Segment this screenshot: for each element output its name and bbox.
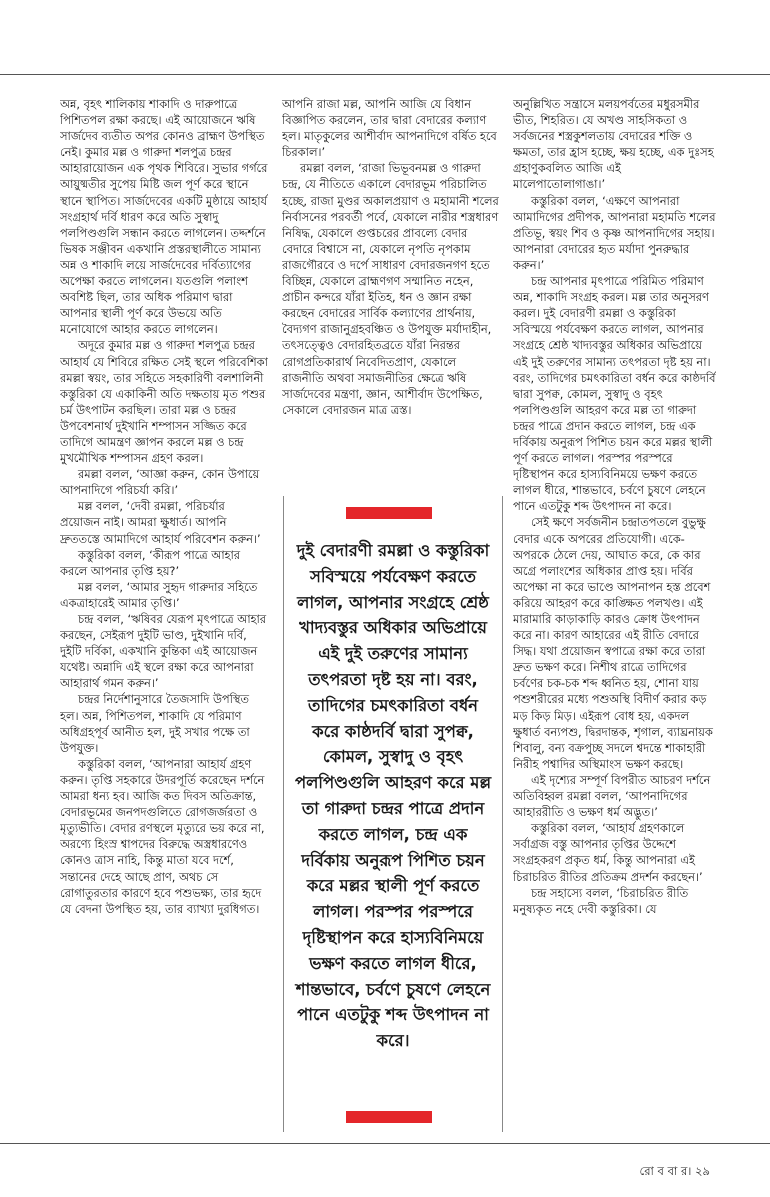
text-column-1 [60,96,268,1136]
paragraph: অন্ন, বৃহৎ শালিকায় শাকাদি ও দারুপাত্রে পিশিতপল রক্ষা করছে। এই আয়োজনে ঋষি সার্জদেব ব্যতীত অপর কোনও ব্রাহ্মণ উপস্থিত নেই। কুমার মল্ল ও গারুদা শলপুত্র চন্দ্রর আহারায়োজন এক পৃথক শিবিরে। সুভার গর্গরে আয়ুষ্মতীর সুপেয় মিষ্টি জল পূর্ণ করে স্থানে স্থানে স্থাপিত। সার্জদেবের একটি মুষ্ঠায়ে আহার্য সংগ্রহার্থ দর্বি ধারণ করে অতি সুস্বাদু পলপিণ্ডগুলি সন্ধান করতে লাগলেন। তদ্দর্শনে ভিষক সঞ্জীবন একখানি প্রস্তরস্থালীতে সামান্য অন্ন ও শাকাদি লয়ে সার্জদেবের দর্বিত্যাগের অপেক্ষা করতে লাগলেন। যতগুলি পলাংশ অবশিষ্ট ছিল, তার অধিক পরিমাণ দ্বারা আপনার স্থালী পূর্ণ করে উভয়ে অতি মনোযোগে আহার করতে লাগলেন। [60,97,268,337]
paragraph: চন্দ্রর নির্দেশানুসারে তৈজসাদি উপস্থিত হল। অন্ন, পিশিতপল, শাকাদি যে পরিমাণ অধিগ্রহপূর্ব আনীত হল, দুই সখার পক্ষে তা উপযুক্ত। [60,692,250,755]
page-folio: রো ব বা র। ২৯ [639,1164,710,1178]
paragraph: সেই ক্ষণে সর্বজনীন চন্দ্রাতপতলে বুভুক্ষু বেদার একে অপরের প্রতিযোগী। একে-অপরকে ঠেলে দেয়, আঘাত করে, কে কার অগ্রে পলাংশের অধিকার প্রাপ্ত হয়। দর্বির অপেক্ষা না করে ভাণ্ডে আপনাপন হস্ত প্রবেশ করিয়ে আহরণ করে কাঙ্ক্ষিত পলখণ্ড। এই মারামারি কাড়াকাড়ি কারও ক্রোধ উৎপাদন করে না। কারণ আহারের এই রীতি বেদারে সিদ্ধ। যথা প্রয়োজন স্বপাত্রে রক্ষা করে তারা দ্রুত ভক্ষণ করে। নিশীথ রাত্রে তাদিগের চর্বণের চক-চক শব্দ ধ্বনিত হয়, শোনা যায় পশুশরীরের মধ্যে পশুঅস্থি বিদীর্ণ করার কড় মড় কিড় মিড়। এইরূপ বোধ হয়, একদল ক্ষুধার্ত বন্যপশু, দ্বিরদান্তক, শৃগাল, ব্যাঘ্রনায়ক শিবালু, বন্য বক্রপুচ্ছ সদলে শ্বদন্তে শাকাহারী নিরীহ পশ্বাদির অস্থিমাংস ভক্ষণ করছে। [513,515,713,771]
text-column-2 [282,96,500,496]
paragraph: কস্তুরিকা বলল, ‘আহার্য গ্রহণকালে সর্বাগ্রজ বস্তু আপনার তৃপ্তির উদ্দেশে সংগ্রহকরণ প্রকৃত ধর্ম, কিন্তু আপনারা এই চিরাচরিত রীতির প্রতিক্রম প্রদর্শন করছেন।’ [513,821,703,884]
pull-quote-text: দুই বেদারণী রমল্লা ও কস্তুরিকা সবিস্ময়ে পর্যবেক্ষণ করতে লাগল, আপনার সংগ্রহে শ্রেষ্ঠ খাদ্যবস্তুর অধিকার অভিপ্রায়ে এই দুই তরুণের সামান্য তৎপরতা দৃষ্ট হয় না। বরং, তাদিগের চমৎকারিতা বর্ধন করে কাষ্ঠদর্বি দ্বারা সুপক্ব, কোমল, সুস্বাদু ও বৃহৎ পলপিণ্ডগুলি আহরণ করে মল্ল তা গারুদা চন্দ্রর পাত্রে প্রদান করতে লাগল, চন্দ্র এক দর্বিকায় অনুরূপ পিশিত চয়ন করে মল্লর স্থালী পূর্ণ করতে লাগল। পরস্পর পরস্পরে দৃষ্টিস্থাপন করে হাস্যবিনিময়ে ভক্ষণ করতে লাগল ধীরে, শান্তভাবে, চর্বণে চুষণে লেহনে পানে এতটুকু শব্দ উৎপাদন না করে। [294,541,492,1051]
paragraph: আপনি রাজা মল্ল, আপনি আজি যে বিধান বিজ্ঞাপিত করলেন, তার দ্বারা বেদারের কল্যাণ হল। মাতৃকুলের আশীর্বাদ আপনাদিগে বর্ষিত হবে চিরকাল।’ [282,97,497,160]
pull-quote-box [283,496,503,1132]
paragraph: অদূরে কুমার মল্ল ও গারুদা শলপুত্র চন্দ্রর আহার্য যে শিবিরে রক্ষিত সেই স্থলে পরিবেশিকা রমল্লা স্বয়ং, তার সহিতে সহকারিণী বলশালিনী কস্তুরিকা যে একাকিনী অতি দক্ষতায় মৃত পশুর চর্ম উৎপাটন করছিল। তারা মল্ল ও চন্দ্রর উপবেশনার্থ দুইখানি শম্পাসন সজ্জিত করে তাদিগে আমন্ত্রণ জ্ঞাপন করলে মল্ল ও চন্দ্র মুখমৌখিক শম্পাসন গ্রহণ করল। [60,338,268,466]
paragraph: মল্ল বলল, ‘দেবী রমল্লা, পরিচর্যার প্রয়োজন নাই। আমরা ক্ষুধার্ত। আপনি দ্রুততস্তে আমাদিগে আহার্য পরিবেশন করুন।’ [60,499,261,546]
pull-quote-bottom-bar [346,1111,432,1123]
paragraph: চন্দ্র আপনার মৃৎপাত্রে পরিমিত পরিমাণ অন্ন, শাকাদি সংগ্রহ করল। মল্ল তার অনুসরণ করল। দুই বেদারণী রমল্লা ও কস্তুরিকা সবিস্ময়ে পর্যবেক্ষণ করতে লাগল, আপনার সংগ্রহে শ্রেষ্ঠ খাদ্যবস্তুর অধিকার অভিপ্রায়ে এই দুই তরুণের সামান্য তৎপরতা দৃষ্ট হয় না। বরং, তাদিগের চমৎকারিতা বর্ধন করে কাষ্ঠদর্বি দ্বারা সুপক্ব, কোমল, সুস্বাদু ও বৃহৎ পলপিণ্ডগুলি আহরণ করে মল্ল তা গারুদা চন্দ্রর পাত্রে প্রদান করতে লাগল, চন্দ্র এক দর্বিকায় অনুরূপ পিশিত চয়ন করে মল্লর স্থালী পূর্ণ করতে লাগল। পরস্পর পরস্পরে দৃষ্টিস্থাপন করে হাস্যবিনিময়ে ভক্ষণ করতে লাগল ধীরে, শান্তভাবে, চর্বণে চুষণে লেহনে পানে এতটুকু শব্দ উৎপাদন না করে। [513,274,716,514]
paragraph: রমল্লা বলল, ‘আজ্ঞা করুন, কোন উপায়ে আপনাদিগে পরিচর্যা করি।’ [60,467,260,498]
paragraph: রমল্লা বলল, ‘রাজা ভিভূবনমল্ল ও গারুদা চন্দ্র, যে নীতিতে একালে বেদারভূম পরিচালিত হচ্ছে, রাজা মুণ্ডর অকালপ্রয়াণ ও মহামানী শলের নির্বাসনের পরবর্তী পর্বে, যেকালে নারীর শস্ত্রধারণ নিষিদ্ধ, যেকালে গুপ্তচরের প্রাবল্যে বেদার বেদারে বিশ্বাসে না, যেকালে নৃপতি নৃপকাম রাজগৌরবে ও দর্পে সাধারণ বেদারজনগণ হতে বিচ্ছিন্ন, যেকালে ব্রাহ্মণগণ সম্মানিত নহেন, প্রাচীন কন্দরে যাঁরা ইতিহ, ধন ও জ্ঞান রক্ষা করছেন বেদারের সার্বিক কল্যাণের প্রার্থনায়, বৈদ্যগণ রাজানুগ্রহবঞ্চিত ও উপযুক্ত মর্যাদাহীন, তৎসত্ত্বেও বেদারহিতব্রতে যাঁরা নিরন্তর রোগপ্রতিকারার্থ নিবেদিতপ্রাণ, যেকালে রাজনীতি অথবা সমাজনীতির ক্ষেত্রে ঋষি সার্জদেবের মন্ত্রণা, জ্ঞান, আশীর্বাদ উপেক্ষিত, সেকালে বেদারজন মাত্র ত্রস্ত। [282,161,499,417]
paragraph: কস্তুরিকা বলল, ‘কীরূপ পাত্রে আহার করলে আপনার তৃপ্তি হয়?’ [60,547,241,578]
paragraph: মল্ল বলল, ‘আমার সুহৃদ গারুদার সহিতে একত্রাহারেই আমার তৃপ্তি।’ [60,579,258,610]
paragraph: এই দৃশ্যের সম্পূর্ণ বিপরীত আচরণ দর্শনে অতিবিহ্বল রমল্লা বলল, ‘আপনাদিগের আহাররীতি ও ভক্ষণ ধর্ম অদ্ভুত।’ [513,772,711,820]
paragraph: অনুল্লিখিত সন্ত্রাসে মলয়পর্বতের মধুরসমীর ভীত, শিহরিত। যে অখণ্ড সাহসিকতা ও সর্বজনের শস্ত্রকুশলতায় বেদারের শক্তি ও ক্ষমতা, তার হ্রাস হচ্ছে, ক্ষয় হচ্ছে, এক দুঃসহ গ্রহাণুকবলিত আজি এই মালেপাতোলাগাঙা।’ [513,97,714,192]
paragraph: চন্দ্র সহাস্যে বলল, ‘চিরাচরিত রীতি মনুষ্যকৃত নহে দেবী কস্তুরিকা। যে [513,885,689,916]
paragraph: কস্তুরিকা বলল, ‘আপনারা আহার্য গ্রহণ করুন। তৃপ্তি সহকারে উদরপূর্তি করেছেন দর্শনে আমরা ধন্য হব। আজি কত দিবস অতিক্রান্ত, বেদারভূমের জনপদগুলিতে রোগজর্জরতা ও মৃত্যুভীতি। বেদার রণস্থলে মৃত্যুরে ভয় করে না, অরণ্যে হিংস্র শ্বাপদের বিরুদ্ধে অস্ত্রধারণেও কোনও ত্রাস নাহি, কিন্তু মাতা যবে দর্শে, সন্তানের দেহে আছে প্রাণ, অথচ সে রোগাতুরতার কারণে হবে পশুভক্ষ্য, তার হৃদে যে বেদনা উপস্থিত হয়, তার ব্যাখ্যা দুরধিগত। [60,756,265,916]
paragraph: কস্তুরিকা বলল, ‘এক্ষণে আপনারা আমাদিগের প্রদীপক, আপনারা মহামতি শলের প্রতিভূ, স্বয়ং শিব ও কৃষ্ণ আপনাদিগের সহায়। আপনারা বেদারের হৃত মর্যাদা পুনরুদ্ধার করুন।’ [513,193,716,272]
header-rule [0,74,770,75]
footer-rule [0,1143,770,1144]
paragraph: চন্দ্র বলল, ‘ঋষিবর যেরূপ মৃৎপাত্রে আহার করছেন, সেইরূপ দুইটি ভাণ্ড, দুইখানি দর্বি, দুইটি দর্বিকা, একখানি কুন্তিকা এই আয়োজন যথেষ্ট। অন্নাদি এই স্থলে রক্ষা করে আপনারা আহারার্থ গমন করুন।’ [60,612,267,691]
text-column-3 [513,96,716,1136]
pull-quote-top-bar [346,507,432,519]
